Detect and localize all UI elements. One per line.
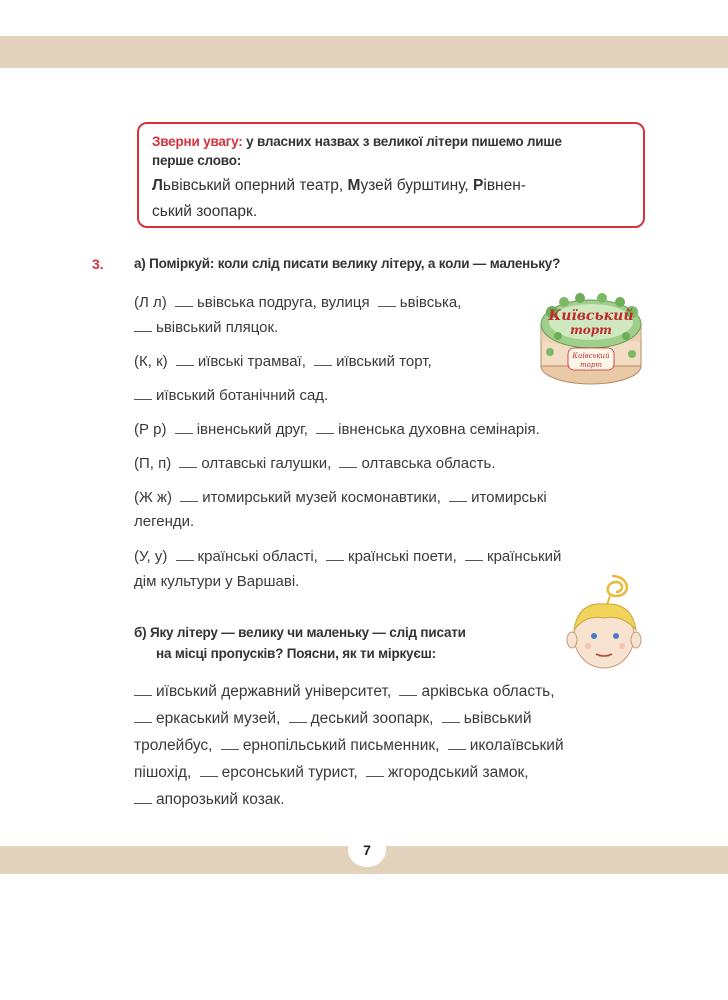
blank[interactable] [179,454,197,468]
blank[interactable] [314,352,332,366]
exercise-line-3 [134,352,432,370]
word: країнські поети, [348,548,457,565]
blank[interactable] [134,318,152,332]
blank[interactable] [465,547,483,561]
cake-side-text-1: Київський [572,352,610,360]
example3-continuation: ський зоопарк. [152,203,258,220]
word: иколаївський [469,737,564,754]
blank[interactable] [175,420,193,434]
example2-capital: М [347,177,361,194]
note-label: Зверни увагу: [152,134,243,149]
letter-pair-k: (К, к) [134,353,168,370]
blank[interactable] [200,763,218,777]
blank[interactable] [378,293,396,307]
word: деський зоопарк, [310,710,434,727]
blank[interactable] [134,682,152,696]
exercise-line-1 [134,293,461,311]
example1-capital: Л [152,177,163,194]
blank[interactable] [399,682,417,696]
note-rule [152,132,631,170]
blank[interactable] [176,352,194,366]
blank[interactable] [180,488,198,502]
exercise-line-6 [134,454,496,472]
word: тролейбус, [134,737,213,754]
letter-pair-zh: (Ж ж) [134,489,173,506]
word: ернопільський письменник, [242,737,440,754]
page-number: 7 [348,833,386,867]
word: івненський друг, [196,421,308,438]
letter-pair-p: (П, п) [134,455,172,472]
word: країнські області, [197,548,318,565]
word: итомирський музей космонавтики, [202,489,441,506]
note-rule-line2: перше слово: [152,153,242,168]
blank[interactable] [448,736,466,750]
word: еркаський музей, [156,710,281,727]
word: итомирські [471,489,547,506]
blank[interactable] [175,293,193,307]
blank[interactable] [316,420,334,434]
word: івненська духовна семінарія. [338,421,540,438]
blank[interactable] [339,454,357,468]
word: жгородський замок, [388,764,529,781]
exercise-line-4 [134,386,328,404]
word: ьвівський [463,710,532,727]
word: легенди. [134,513,195,530]
task-number: 3. [92,256,104,272]
note-box [137,122,645,228]
blank[interactable] [221,736,239,750]
word: пішохід, [134,764,192,781]
letter-pair-l: (Л л) [134,294,167,311]
exercise-line-8 [134,513,194,530]
exercise-line-2 [134,318,278,336]
top-band [0,36,728,68]
blank[interactable] [134,790,152,804]
example1-rest: ьвівський оперний театр, [162,177,348,194]
blank[interactable] [289,709,307,723]
word: иївський торт, [336,353,432,370]
exercise-line-7 [134,488,547,506]
word: дім культури у Варшаві. [134,573,300,590]
word: иївський ботанічний сад. [156,387,329,404]
note-rule-line1: у власних назвах з великої літери пишемо лише [242,134,562,149]
word: країнський [487,548,562,565]
word: ьвівська подруга, вулиця [196,294,370,311]
blank[interactable] [134,386,152,400]
word: арківська область, [421,683,555,700]
task-part-a-title: а) Поміркуй: коли слід писати велику літеру, а коли — маленьку? [134,256,561,271]
part-b-line1: б) Яку літеру — велику чи маленьку — слід писати [134,625,466,640]
note-examples [152,173,631,225]
cake-lid-text-1: Київський [548,308,634,324]
blank[interactable] [134,709,152,723]
blank[interactable] [176,547,194,561]
word: олтавські галушки, [201,455,332,472]
cake-side-text-2: торт [580,361,602,369]
word: олтавська область. [361,455,496,472]
thinking-girl-illustration [560,572,652,670]
blank[interactable] [442,709,460,723]
blank[interactable] [366,763,384,777]
example2-rest: узей бурштину, [360,177,474,194]
word: ьвівська, [399,294,462,311]
word: апорозький козак. [156,791,285,808]
exercise-line-5 [134,420,540,438]
example3-capital: Р [473,177,484,194]
task-part-b-title [134,622,466,664]
exercise-line-9 [134,547,561,565]
example3-rest: івнен- [483,177,526,194]
word: ьвівський пляцок. [156,319,279,336]
exercise-line-10 [134,573,299,590]
part-b-line2: на місці пропусків? Поясни, як ти міркуєш: [156,646,436,661]
letter-pair-u: (У, у) [134,548,168,565]
letter-pair-r: (Р р) [134,421,167,438]
cake-lid-text-2: торт [570,323,612,337]
kyiv-cake-illustration [536,282,646,390]
blank[interactable] [326,547,344,561]
word: иївські трамваї, [197,353,306,370]
word: иївський державний університет, [156,683,392,700]
blank[interactable] [449,488,467,502]
part-b-paragraph [134,678,654,813]
word: ерсонський турист, [221,764,358,781]
